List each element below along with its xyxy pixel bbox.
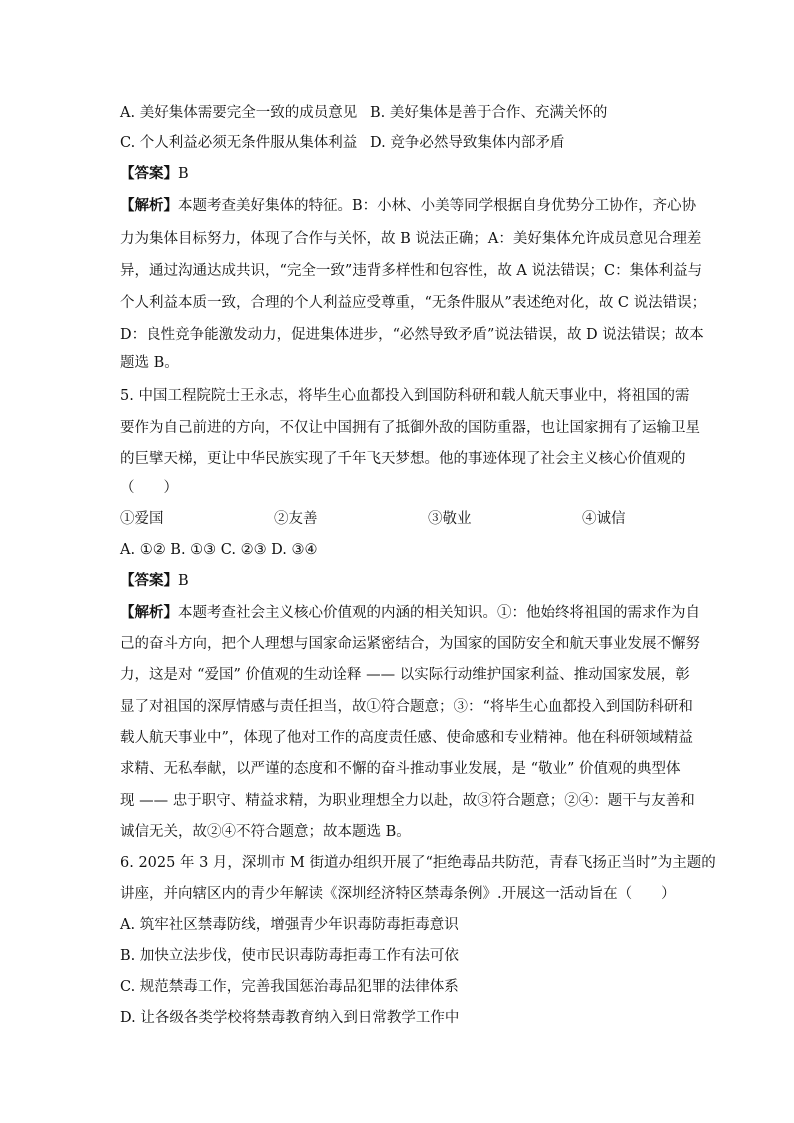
q4-analysis-line-6: 题选 B。 [120, 355, 179, 371]
answer-tag: 【答案】 [120, 572, 178, 589]
q5-items-row [120, 509, 626, 529]
q5-analysis-line-7: 现 —— 忠于职守、精益求精，为职业理想全力以赴，故③符合题意；②④：题干与友善和 [120, 793, 695, 809]
q4-analysis-line-5: D：良性竞争能激发动力，促进集体进步，“必然导致矛盾”说法错误，故 D 说法错误；故本 [120, 327, 704, 343]
analysis-text: 本题考查美好集体的特征。B：小林、小美等同学根据自身优势分工协作，齐心协 [178, 198, 697, 214]
q5-stem-line-4: （ ） [120, 480, 178, 496]
q6-option-b: B. 加快立法步伐，使市民识毒防毒拒毒工作有法可依 [120, 948, 459, 964]
q6-stem-line-2: 讲座，并向辖区内的青少年解读《深圳经济特区禁毒条例》.开展这一活动旨在（ ） [120, 886, 676, 902]
q4-analysis-line-2: 力为集体目标努力，体现了合作与关怀，故 B 说法正确；A：美好集体允许成员意见合理差 [120, 231, 702, 247]
q5-analysis-line-4: 显了对祖国的深厚情感与责任担当，故①符合题意；③：“将毕生心血都投入到国防科研和 [120, 699, 693, 715]
q5-analysis-line-2: 己的奋斗方向，把个人理想与国家命运紧密结合，为国家的国防安全和航天事业发展不懈努 [120, 636, 700, 652]
q5-analysis-line-5: 载人航天事业中”，体现了他对工作的高度责任感、使命感和专业精神。他在科研领域精益 [120, 730, 693, 746]
q4-analysis-line-1 [120, 196, 696, 216]
q5-item-1: ①爱国 [120, 511, 164, 527]
answer-tag: 【答案】 [120, 165, 178, 182]
q5-item-2: ②友善 [274, 511, 318, 527]
q4-analysis-line-3: 异，通过沟通达成共识，“完全一致”违背多样性和包容性，故 A 说法错误；C：集体利益与 [120, 263, 703, 279]
q5-item-3: ③敬业 [428, 511, 472, 527]
analysis-tag: 【解析】 [120, 604, 178, 621]
q5-analysis-line-3: 力，这是对 “爱国” 价值观的生动诠释 —— 以实际行动维护国家利益、推动国家发展，彰 [120, 667, 690, 683]
q4-answer [120, 164, 189, 184]
q4-option-a: A. 美好集体需要完全一致的成员意见 [120, 105, 358, 121]
q4-option-d: D. 竞争必然导致集体内部矛盾 [370, 135, 565, 151]
q4-option-c: C. 个人利益必须无条件服从集体利益 [120, 135, 358, 151]
q6-stem-line-1: 6. 2025 年 3 月，深圳市 M 街道办组织开展了“拒绝毒品共防范，青春飞扬正当时”为主题的 [120, 855, 716, 871]
q5-stem-line-3: 的巨擘天梯，更让中华民族实现了千年飞天梦想。他的事迹体现了社会主义核心价值观的 [120, 451, 686, 467]
q4-options-row-1 [120, 103, 607, 123]
q6-option-d: D. 让各级各类学校将禁毒教育纳入到日常教学工作中 [120, 1010, 460, 1026]
analysis-text: 本题考查社会主义核心价值观的内涵的相关知识。①：他始终将祖国的需求作为自 [178, 605, 700, 621]
q5-item-4: ④诚信 [582, 511, 626, 527]
q5-stem-line-2: 要作为自己前进的方向，不仅让中国拥有了抵御外敌的国防重器，也让国家拥有了运输卫星 [120, 420, 700, 436]
q4-options-row-2 [120, 133, 564, 153]
q5-answer [120, 571, 189, 591]
q4-option-b: B. 美好集体是善于合作、充满关怀的 [370, 105, 608, 121]
q5-choices: A. ①② B. ①③ C. ②③ D. ③④ [120, 542, 318, 558]
q6-option-c: C. 规范禁毒工作，完善我国惩治毒品犯罪的法律体系 [120, 979, 459, 995]
q6-option-a: A. 筑牢社区禁毒防线，增强青少年识毒防毒拒毒意识 [120, 917, 459, 933]
q5-analysis-line-8: 诚信无关，故②④不符合题意；故本题选 B。 [120, 824, 411, 840]
q5-stem-line-1: 5. 中国工程院院士王永志，将毕生心血都投入到国防科研和载人航天事业中，将祖国的需 [120, 388, 690, 404]
q5-analysis-line-1 [120, 603, 700, 623]
analysis-tag: 【解析】 [120, 197, 178, 214]
q4-analysis-line-4: 个人利益本质一致，合理的个人利益应受尊重，“无条件服从”表述绝对化，故 C 说法错误； [120, 295, 707, 311]
q5-analysis-line-6: 求精、无私奉献，以严谨的态度和不懈的奋斗推动事业发展，是 “敬业” 价值观的典型体 [120, 761, 681, 777]
answer-value: B [178, 573, 189, 589]
answer-value: B [178, 166, 189, 182]
